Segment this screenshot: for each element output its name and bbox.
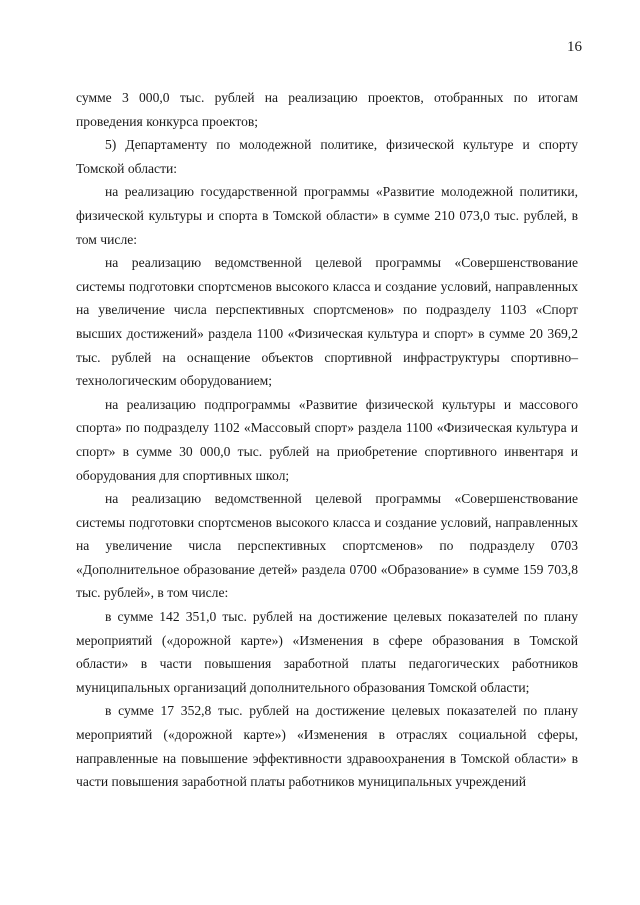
paragraph-7: в сумме 142 351,0 тыс. рублей на достижение целевых показателей по плану мероприятий («дорожной карте») «Изменения в сфере образования в Томской области» в части повышения заработной платы педагогических работников муниципальных организаций дополнительного образования Томской области;: [76, 609, 578, 695]
paragraph-8: в сумме 17 352,8 тыс. рублей на достижение целевых показателей по плану мероприятий («дорожной карте») «Изменения в отраслях социальной сферы, направленные на повышение эффективности здравоохранения в Томской области» в части повышения заработной платы работников муниципальных учреждений: [76, 703, 578, 790]
document-body: [76, 86, 578, 794]
paragraph-6: на реализацию ведомственной целевой программы «Совершенствование системы подготовки спортсменов высокого класса и создание условий, направленных на увеличение числа перспективных спортсменов» по подразделу 0703 «Дополнительное образование детей» раздела 0700 «Образование» в сумме 159 703,8 тыс. рублей», в том числе:: [76, 491, 578, 601]
paragraph-4: на реализацию ведомственной целевой программы «Совершенствование системы подготовки спортсменов высокого класса и создание условий, направленных на увеличение числа перспективных спортсменов» по подразделу 1103 «Спорт высших достижений» раздела 1100 «Физическая культура и спорт» в сумме 20 369,2 тыс. рублей на оснащение объектов спортивной инфраструктуры спортивно–технологическим оборудованием;: [76, 255, 578, 389]
paragraph-1: сумме 3 000,0 тыс. рублей на реализацию проектов, отобранных по итогам проведения конкурса проектов;: [76, 90, 578, 129]
paragraph-3: на реализацию государственной программы «Развитие молодежной политики, физической культуры и спорта в Томской области» в сумме 210 073,0 тыс. рублей, в том числе:: [76, 184, 578, 247]
page-number: 16: [567, 39, 582, 55]
paragraph-5: на реализацию подпрограммы «Развитие физической культуры и массового спорта» по подразделу 1102 «Массовый спорт» раздела 1100 «Физическая культура и спорт» в сумме 30 000,0 тыс. рублей на приобретение спортивного инвентаря и оборудования для спортивных школ;: [76, 396, 578, 483]
paragraph-2: 5) Департаменту по молодежной политике, физической культуре и спорту Томской области:: [76, 137, 578, 176]
